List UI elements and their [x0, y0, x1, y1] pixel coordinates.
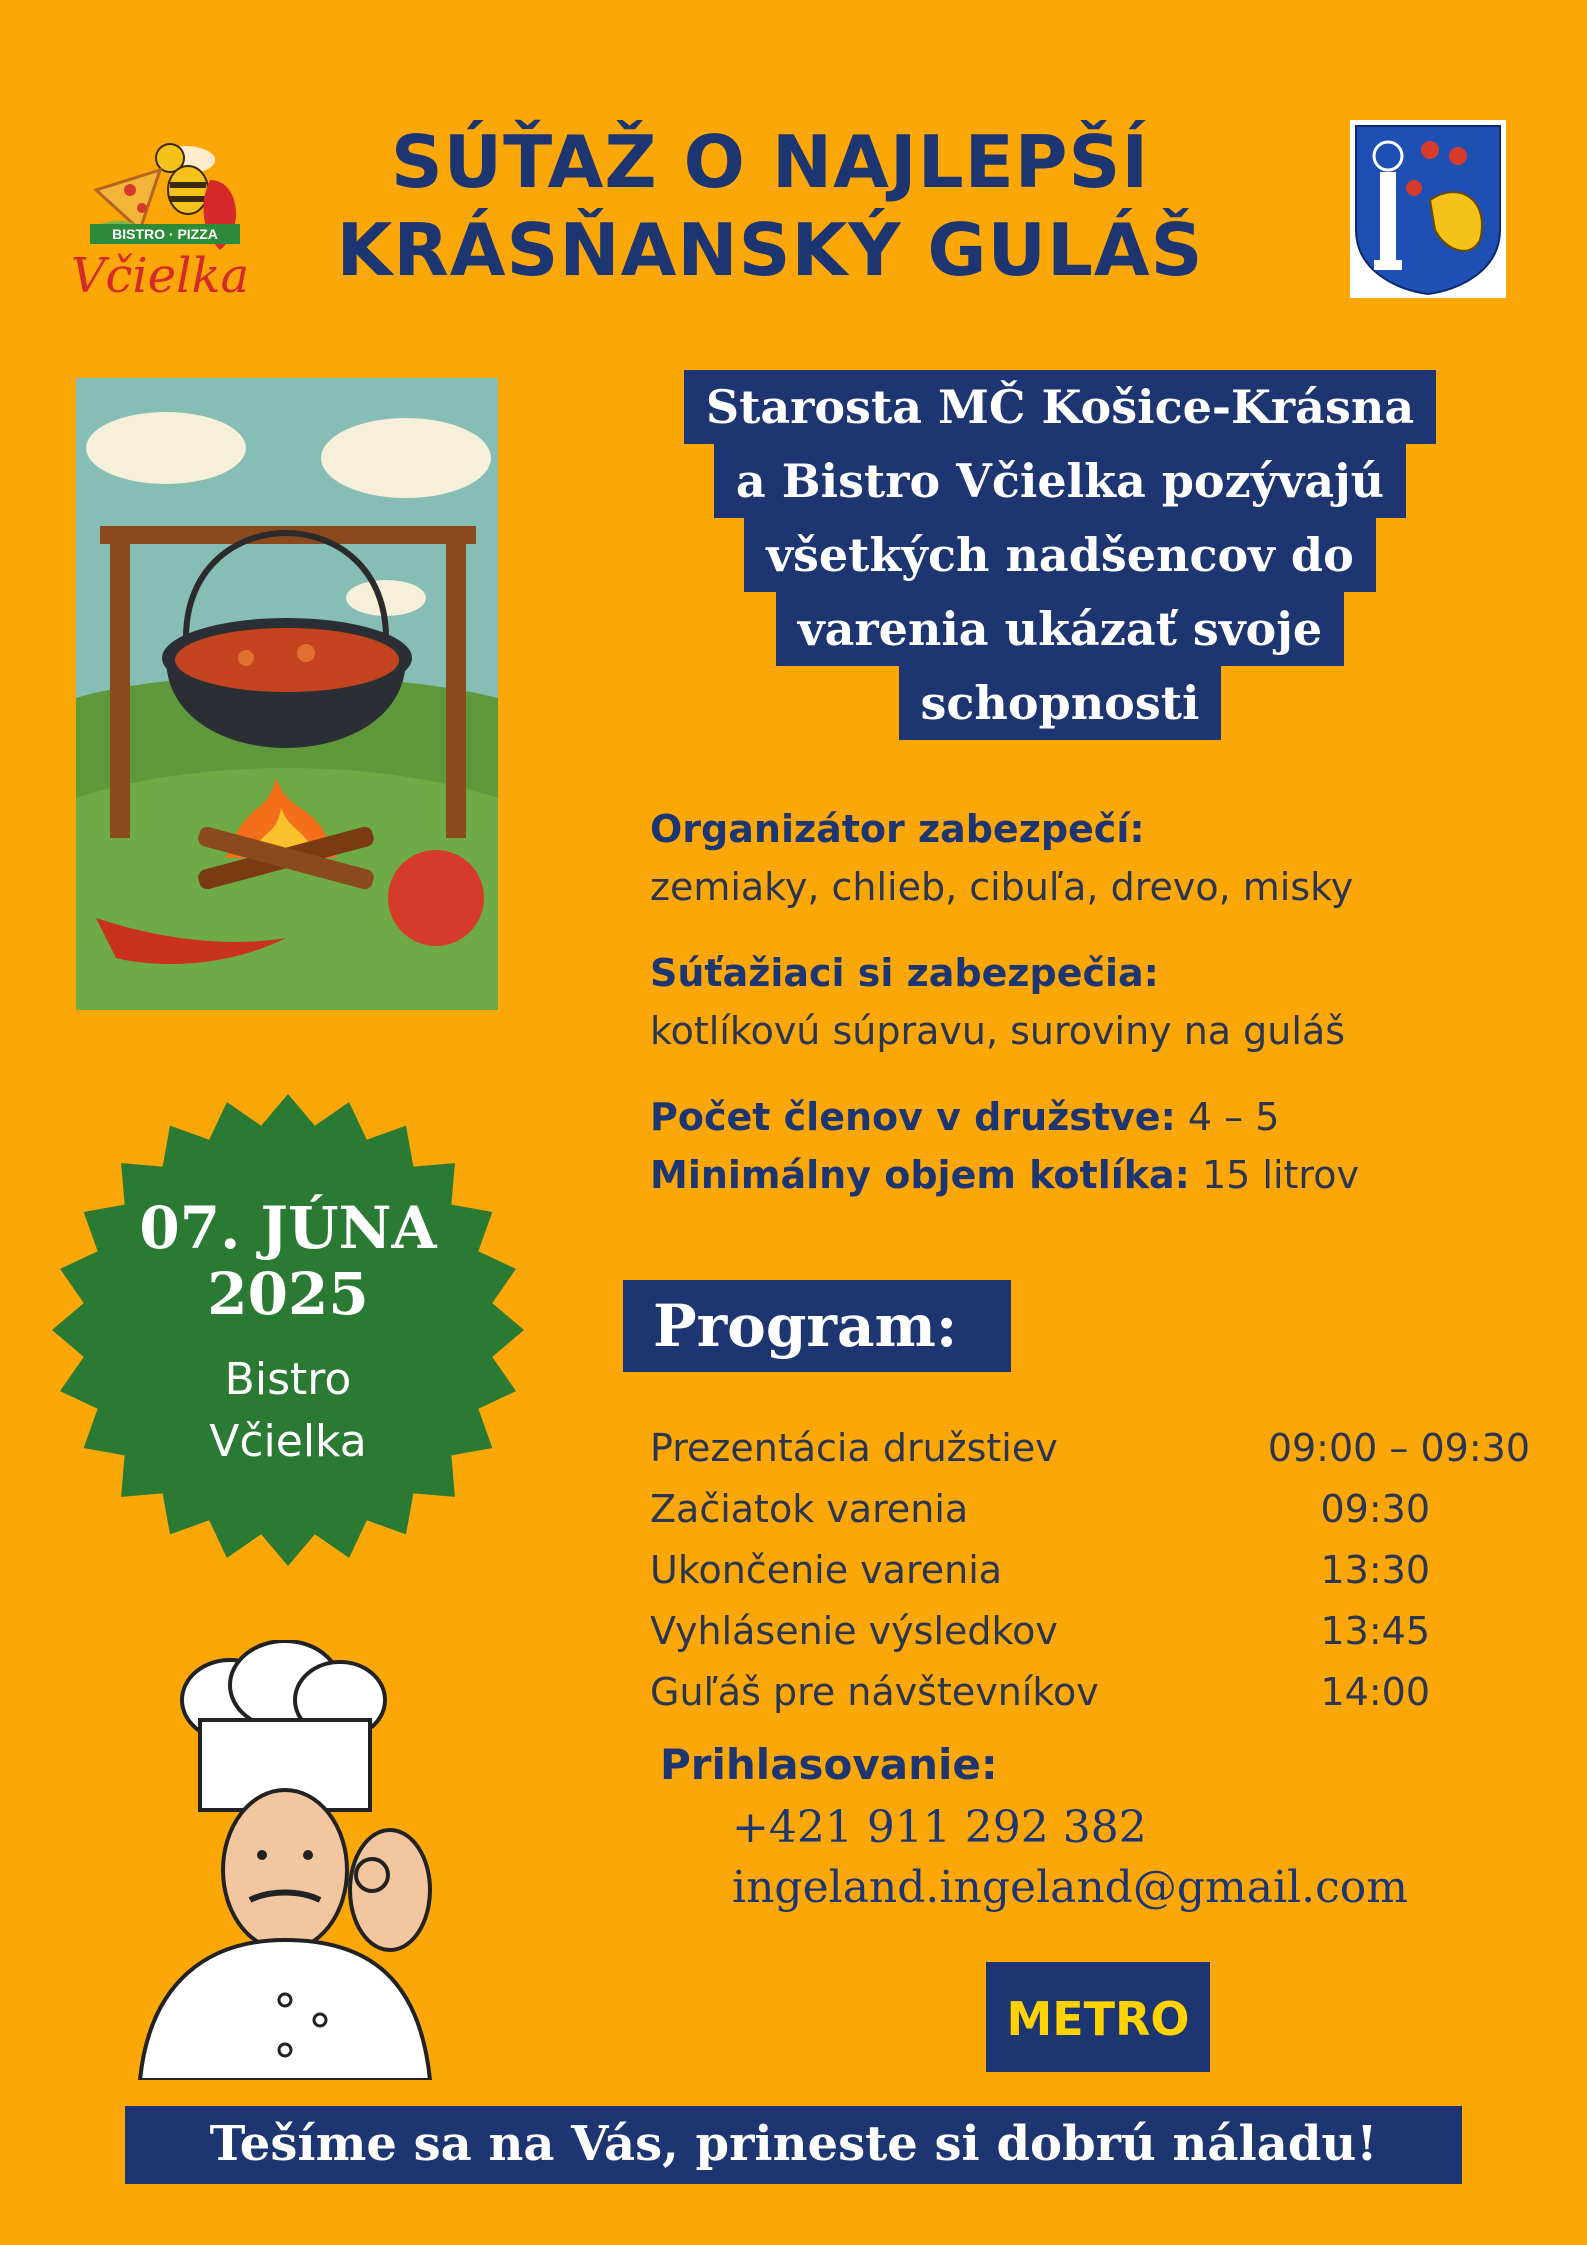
schedule-item-name: Prezentácia družstiev — [650, 1426, 1058, 1470]
invite-line: schopnosti — [899, 666, 1222, 740]
members-value: 4 – 5 — [1187, 1095, 1280, 1139]
competitors-label: Súťažiaci si zabezpečia: — [650, 951, 1159, 995]
program-heading: Program: — [653, 1292, 958, 1360]
chef-illustration — [110, 1640, 490, 2080]
logo-script-text: Včielka — [70, 248, 250, 304]
schedule-item-time: 14:00 — [1320, 1670, 1430, 1714]
invite-line: varenia ukázať svoje — [776, 592, 1344, 666]
program-heading-box — [623, 1280, 1011, 1372]
footer-banner — [125, 2106, 1462, 2184]
invite-line: Starosta MČ Košice-Krásna — [684, 370, 1436, 444]
volume-value: 15 litrov — [1201, 1153, 1359, 1197]
invite-line: všetkých nadšencov do — [744, 518, 1376, 592]
date-line-1: 07. JÚNA — [139, 1194, 437, 1262]
volume-label: Minimálny objem kotlíka: — [650, 1153, 1190, 1197]
place-line-1: Bistro — [224, 1354, 352, 1405]
schedule-item-time: 13:30 — [1320, 1548, 1430, 1592]
schedule-row — [650, 1601, 1530, 1662]
bistro-vcielka-logo — [30, 120, 290, 310]
schedule-item-name: Ukončenie varenia — [650, 1548, 1003, 1592]
schedule-item-time: 09:00 – 09:30 — [1267, 1426, 1530, 1470]
schedule-item-name: Vyhlásenie výsledkov — [650, 1609, 1058, 1653]
registration-phone[interactable]: +421 911 292 382 — [732, 1802, 1147, 1853]
schedule-item-name: Začiatok varenia — [650, 1487, 969, 1531]
schedule-item-name: Guľáš pre návštevníkov — [650, 1670, 1099, 1714]
invitation-text — [630, 370, 1490, 740]
schedule-row — [650, 1418, 1530, 1479]
page-title — [300, 118, 1240, 294]
title-line-1: SÚŤAŽ O NAJLEPŠÍ — [390, 120, 1150, 204]
program-schedule — [650, 1418, 1530, 1723]
title-line-2: KRÁSŇANSKÝ GULÁŠ — [336, 208, 1204, 292]
date-line-2: 2025 — [207, 1260, 369, 1328]
organizer-label: Organizátor zabezpečí: — [650, 807, 1145, 851]
metro-logo — [986, 1962, 1210, 2072]
date-badge-text — [78, 1195, 498, 1473]
competitors-value: kotlíkovú súpravu, suroviny na guláš — [650, 1009, 1346, 1053]
logo-small-text: BISTRO · PIZZA — [112, 226, 218, 242]
goulash-pot-illustration — [76, 378, 498, 1010]
schedule-row — [650, 1662, 1530, 1723]
registration-label: Prihlasovanie: — [660, 1740, 998, 1789]
coat-of-arms — [1350, 120, 1506, 298]
schedule-item-time: 13:45 — [1320, 1609, 1430, 1653]
metro-text: METRO — [1006, 1992, 1190, 2046]
organizer-value: zemiaky, chlieb, cibuľa, drevo, misky — [650, 865, 1354, 909]
registration-contacts — [732, 1798, 1408, 1918]
members-label: Počet členov v družstve: — [650, 1095, 1176, 1139]
schedule-item-time: 09:30 — [1320, 1487, 1430, 1531]
schedule-row — [650, 1479, 1530, 1540]
schedule-row — [650, 1540, 1530, 1601]
invite-line: a Bistro Včielka pozývajú — [714, 444, 1406, 518]
event-info — [650, 800, 1550, 1204]
footer-text: Tešíme sa na Vás, prineste si dobrú náladu! — [209, 2116, 1378, 2172]
registration-email[interactable]: ingeland.ingeland@gmail.com — [732, 1862, 1408, 1913]
place-line-2: Včielka — [209, 1416, 367, 1467]
